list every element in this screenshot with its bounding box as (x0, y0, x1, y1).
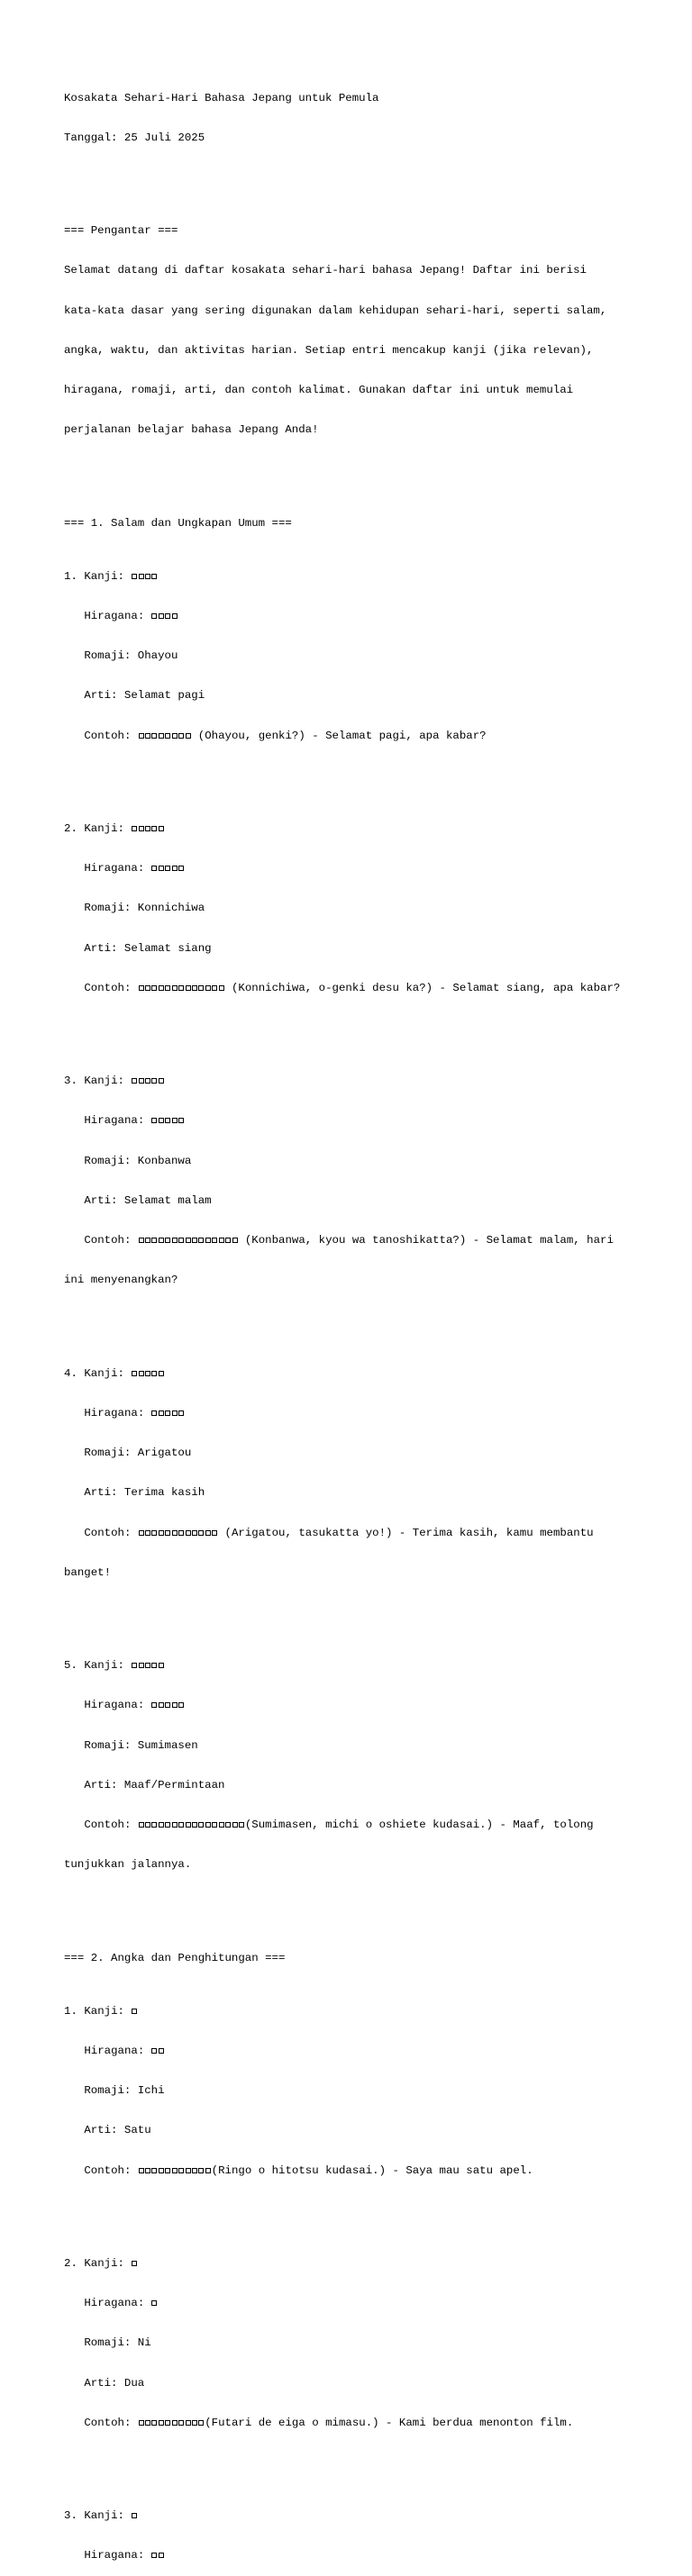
entry-contoh-line: Contoh: (Ohayou, genki?) - Selamat pagi, apa kabar? (84, 729, 487, 742)
missing-glyph-box (186, 985, 191, 991)
missing-glyph-box (172, 733, 178, 739)
missing-glyph-box (178, 733, 184, 739)
intro-line: angka, waktu, dan aktivitas harian. Setiap entri mencakup kanji (jika relevan), (64, 343, 594, 357)
missing-glyph-box (139, 574, 144, 579)
missing-glyph-box (132, 1078, 137, 1084)
missing-glyph-box (145, 733, 150, 739)
entry-contoh-line: Contoh: (Futari de eiga o mimasu.) - Kami berdua menonton film. (84, 2416, 574, 2429)
missing-glyph-box (165, 1702, 170, 1708)
missing-glyph-box (178, 2168, 184, 2173)
missing-glyph-box (186, 1530, 191, 1536)
missing-glyph-box (186, 2420, 191, 2426)
missing-glyph-box (239, 1822, 244, 1828)
missing-glyph-box (172, 1118, 178, 1123)
blank-line (64, 171, 659, 185)
missing-glyph-box (132, 826, 137, 831)
missing-glyph-box (186, 1238, 191, 1243)
missing-glyph-box (151, 1078, 157, 1084)
entry-kanji-line: 1. Kanji: (64, 2005, 659, 2018)
intro-line: perjalanan belajar bahasa Jepang Anda! (64, 423, 319, 437)
intro-heading: === Pengantar === (64, 224, 178, 237)
document-title: Kosakata Sehari-Hari Bahasa Jepang untuk Pemula (64, 91, 379, 104)
missing-glyph-box (159, 1663, 164, 1668)
missing-glyph-box (151, 2553, 157, 2558)
blank-line (64, 2204, 659, 2218)
missing-glyph-box (145, 985, 150, 991)
missing-glyph-box (192, 1822, 197, 1828)
entry-hiragana-line: Hiragana: (64, 1407, 659, 1420)
missing-glyph-box (165, 613, 170, 619)
blank-line (64, 1021, 659, 1035)
missing-glyph-box (165, 1822, 170, 1828)
entry-contoh-line: Contoh: (Ringo o hitotsu kudasai.) - Saya mau satu apel. (84, 2163, 533, 2177)
missing-glyph-box (159, 1410, 164, 1416)
missing-glyph-box (132, 2261, 137, 2266)
missing-glyph-box (139, 985, 144, 991)
missing-glyph-box (178, 2420, 184, 2426)
missing-glyph-box (192, 2420, 197, 2426)
missing-glyph-box (172, 1822, 178, 1828)
missing-glyph-box (172, 866, 178, 871)
missing-glyph-box (178, 1530, 184, 1536)
missing-glyph-box (151, 613, 157, 619)
entry-arti-line: Arti: Selamat siang (64, 941, 212, 955)
entry-hiragana-line: Hiragana: (64, 2549, 659, 2562)
missing-glyph-box (205, 1822, 211, 1828)
blank-line (64, 464, 659, 477)
missing-glyph-box (159, 1530, 164, 1536)
missing-glyph-box (205, 2168, 211, 2173)
missing-glyph-box (139, 2420, 144, 2426)
missing-glyph-box (232, 1822, 238, 1828)
entry-romaji-line: Romaji: Ni (64, 2336, 151, 2350)
entry-contoh-continuation: tunjukkan jalannya. (64, 1858, 192, 1872)
missing-glyph-box (159, 2420, 164, 2426)
missing-glyph-box (232, 1238, 238, 1243)
missing-glyph-box (172, 2420, 178, 2426)
missing-glyph-box (159, 1371, 164, 1376)
missing-glyph-box (151, 2168, 157, 2173)
missing-glyph-box (159, 1238, 164, 1243)
missing-glyph-box (212, 1238, 217, 1243)
missing-glyph-box (165, 866, 170, 871)
entry-kanji-line: 2. Kanji: (64, 822, 659, 836)
missing-glyph-box (198, 985, 204, 991)
missing-glyph-box (151, 733, 157, 739)
missing-glyph-box (145, 1078, 150, 1084)
blank-line (64, 1606, 659, 1619)
missing-glyph-box (198, 1238, 204, 1243)
missing-glyph-box (172, 613, 178, 619)
missing-glyph-box (165, 1410, 170, 1416)
entry-kanji-line: 1. Kanji: (64, 570, 659, 584)
entry-kanji-line: 4. Kanji: (64, 1367, 659, 1381)
missing-glyph-box (172, 1238, 178, 1243)
missing-glyph-box (205, 1530, 211, 1536)
missing-glyph-box (132, 2513, 137, 2518)
missing-glyph-box (159, 1118, 164, 1123)
missing-glyph-box (192, 1238, 197, 1243)
entry-kanji-line: 5. Kanji: (64, 1659, 659, 1673)
missing-glyph-box (151, 1822, 157, 1828)
missing-glyph-box (198, 1530, 204, 1536)
section-heading-numbers: === 2. Angka dan Penghitungan === (64, 1951, 286, 1964)
missing-glyph-box (205, 985, 211, 991)
entry-romaji-line: Romaji: Ichi (64, 2084, 165, 2097)
missing-glyph-box (186, 2168, 191, 2173)
missing-glyph-box (139, 1530, 144, 1536)
missing-glyph-box (139, 1238, 144, 1243)
missing-glyph-box (159, 1822, 164, 1828)
missing-glyph-box (172, 2168, 178, 2173)
missing-glyph-box (212, 1822, 217, 1828)
missing-glyph-box (145, 2168, 150, 2173)
missing-glyph-box (178, 1238, 184, 1243)
entry-arti-line: Arti: Selamat malam (64, 1193, 212, 1207)
missing-glyph-box (225, 1822, 231, 1828)
blank-line (64, 1314, 659, 1328)
missing-glyph-box (132, 1663, 137, 1668)
entry-romaji-line: Romaji: Konbanwa (64, 1154, 192, 1167)
missing-glyph-box (151, 1663, 157, 1668)
missing-glyph-box (145, 1238, 150, 1243)
blank-line (64, 1899, 659, 1912)
missing-glyph-box (145, 1530, 150, 1536)
missing-glyph-box (151, 1410, 157, 1416)
missing-glyph-box (178, 1118, 184, 1123)
entry-kanji-line: 3. Kanji: (64, 2509, 659, 2523)
entry-hiragana-line: Hiragana: (64, 2045, 659, 2058)
entry-hiragana-line: Hiragana: (64, 1699, 659, 1712)
missing-glyph-box (151, 2420, 157, 2426)
entry-kanji-line: 3. Kanji: (64, 1075, 659, 1088)
missing-glyph-box (151, 2048, 157, 2054)
missing-glyph-box (198, 1822, 204, 1828)
intro-line: Selamat datang di daftar kosakata sehari-hari bahasa Jepang! Daftar ini berisi (64, 264, 587, 277)
missing-glyph-box (172, 1702, 178, 1708)
entry-contoh-line: Contoh: (Arigatou, tasukatta yo!) - Terima kasih, kamu membantu (84, 1526, 594, 1539)
entry-contoh-continuation: banget! (64, 1565, 112, 1579)
entry-contoh-continuation: ini menyenangkan? (64, 1274, 178, 1287)
entry-romaji-line: Romaji: Konnichiwa (64, 902, 205, 915)
missing-glyph-box (139, 826, 144, 831)
entry-contoh-line: Contoh: (Sumimasen, michi o oshiete kudasai.) - Maaf, tolong (84, 1819, 594, 1831)
entry-hiragana-line: Hiragana: (64, 2297, 659, 2310)
missing-glyph-box (165, 2168, 170, 2173)
missing-glyph-box (212, 985, 217, 991)
missing-glyph-box (139, 1822, 144, 1828)
entry-arti-line: Arti: Selamat pagi (64, 689, 205, 703)
missing-glyph-box (159, 866, 164, 871)
missing-glyph-box (132, 2009, 137, 2014)
missing-glyph-box (145, 574, 150, 579)
missing-glyph-box (139, 1078, 144, 1084)
entry-contoh-line: Contoh: (Konbanwa, kyou wa tanoshikatta?) - Selamat malam, hari (84, 1234, 614, 1247)
missing-glyph-box (165, 985, 170, 991)
entry-arti-line: Arti: Satu (64, 2124, 151, 2137)
missing-glyph-box (139, 1371, 144, 1376)
missing-glyph-box (139, 2168, 144, 2173)
missing-glyph-box (159, 985, 164, 991)
missing-glyph-box (159, 2048, 164, 2054)
blank-line (64, 769, 659, 783)
missing-glyph-box (145, 826, 150, 831)
missing-glyph-box (178, 1410, 184, 1416)
missing-glyph-box (198, 2168, 204, 2173)
blank-line (64, 2456, 659, 2470)
missing-glyph-box (151, 2300, 157, 2306)
entry-hiragana-line: Hiragana: (64, 1114, 659, 1128)
missing-glyph-box (151, 1118, 157, 1123)
missing-glyph-box (165, 2420, 170, 2426)
missing-glyph-box (219, 985, 224, 991)
missing-glyph-box (186, 1822, 191, 1828)
missing-glyph-box (132, 574, 137, 579)
missing-glyph-box (178, 1822, 184, 1828)
missing-glyph-box (151, 826, 157, 831)
entry-hiragana-line: Hiragana: (64, 610, 659, 623)
missing-glyph-box (151, 1702, 157, 1708)
section-heading-greetings: === 1. Salam dan Ungkapan Umum === (64, 516, 292, 530)
entry-hiragana-line: Hiragana: (64, 862, 659, 875)
missing-glyph-box (151, 574, 157, 579)
missing-glyph-box (139, 733, 144, 739)
missing-glyph-box (178, 985, 184, 991)
missing-glyph-box (172, 985, 178, 991)
intro-line: kata-kata dasar yang sering digunakan dalam kehidupan sehari-hari, seperti salam, (64, 304, 607, 317)
intro-line: hiragana, romaji, arti, dan contoh kalimat. Gunakan daftar ini untuk memulai (64, 384, 574, 396)
missing-glyph-box (178, 1702, 184, 1708)
missing-glyph-box (151, 1530, 157, 1536)
missing-glyph-box (165, 1238, 170, 1243)
entry-contoh-line: Contoh: (Konnichiwa, o-genki desu ka?) - Selamat siang, apa kabar? (84, 981, 621, 994)
entry-romaji-line: Romaji: Sumimasen (64, 1738, 198, 1752)
missing-glyph-box (151, 985, 157, 991)
missing-glyph-box (159, 2168, 164, 2173)
missing-glyph-box (145, 2420, 150, 2426)
missing-glyph-box (212, 1530, 217, 1536)
missing-glyph-box (192, 985, 197, 991)
missing-glyph-box (159, 1702, 164, 1708)
missing-glyph-box (178, 866, 184, 871)
entry-arti-line: Arti: Terima kasih (64, 1486, 205, 1500)
missing-glyph-box (159, 733, 164, 739)
missing-glyph-box (219, 1822, 224, 1828)
missing-glyph-box (151, 1371, 157, 1376)
entry-romaji-line: Romaji: Arigatou (64, 1447, 192, 1459)
missing-glyph-box (205, 1238, 211, 1243)
missing-glyph-box (192, 1530, 197, 1536)
missing-glyph-box (159, 613, 164, 619)
entry-romaji-line: Romaji: Ohayou (64, 649, 178, 662)
document-page (64, 65, 659, 2576)
missing-glyph-box (159, 2553, 164, 2558)
missing-glyph-box (145, 1663, 150, 1668)
entry-arti-line: Arti: Maaf/Permintaan (64, 1778, 225, 1791)
missing-glyph-box (151, 866, 157, 871)
missing-glyph-box (159, 826, 164, 831)
missing-glyph-box (198, 2420, 204, 2426)
missing-glyph-box (165, 1118, 170, 1123)
missing-glyph-box (172, 1410, 178, 1416)
missing-glyph-box (139, 1663, 144, 1668)
missing-glyph-box (165, 733, 170, 739)
missing-glyph-box (151, 1238, 157, 1243)
missing-glyph-box (225, 1238, 231, 1243)
missing-glyph-box (186, 733, 191, 739)
missing-glyph-box (132, 1371, 137, 1376)
entry-arti-line: Arti: Dua (64, 2376, 145, 2390)
missing-glyph-box (145, 1822, 150, 1828)
missing-glyph-box (219, 1238, 224, 1243)
missing-glyph-box (192, 2168, 197, 2173)
document-date: Tanggal: 25 Juli 2025 (64, 131, 205, 144)
missing-glyph-box (165, 1530, 170, 1536)
missing-glyph-box (145, 1371, 150, 1376)
missing-glyph-box (172, 1530, 178, 1536)
missing-glyph-box (159, 1078, 164, 1084)
entry-kanji-line: 2. Kanji: (64, 2257, 659, 2271)
